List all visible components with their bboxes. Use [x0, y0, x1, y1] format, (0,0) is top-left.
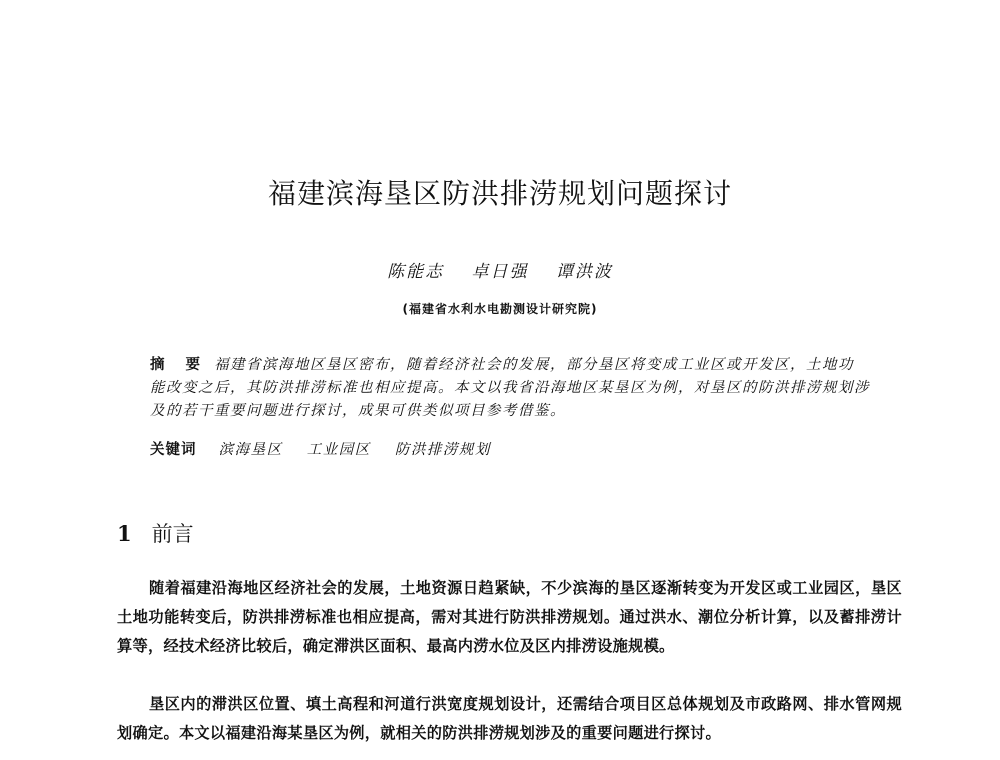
- author-name: 卓日强: [471, 262, 529, 282]
- body-paragraph: 随着福建沿海地区经济社会的发展，土地资源日趋紧缺，不少滨海的垦区逐渐转变为开发区或工业园区，垦区土地功能转变后，防洪排涝标准也相应提高，需对其进行防洪排涝规划。通过洪水、潮位分析计算，以及蓄排涝计算等，经技术经济比较后，确定滞洪区面积、最高内涝水位及区内排涝设施规模。: [117, 579, 902, 655]
- keyword: 滨海垦区: [218, 442, 283, 458]
- author-affiliation: (福建省水利水电勘测设计研究院): [402, 302, 598, 316]
- author-name: 谭洪波: [555, 262, 613, 282]
- keywords-label: 关键词: [150, 442, 197, 458]
- section-heading: [117, 518, 194, 548]
- abstract-block: [150, 354, 870, 423]
- keyword: 工业园区: [306, 442, 371, 458]
- paper-title: 福建滨海垦区防洪排涝规划问题探讨: [267, 177, 732, 210]
- author-list: [0, 257, 1000, 282]
- author-name: 陈能志: [387, 262, 445, 282]
- section-number: 1: [117, 521, 132, 546]
- keywords-block: [150, 438, 870, 459]
- body-paragraph: 垦区内的滞洪区位置、填土高程和河道行洪宽度规划设计，还需结合项目区总体规划及市政路网、排水管网规划确定。本文以福建沿海某垦区为例，就相关的防洪排涝规划涉及的重要问题进行探讨。: [117, 695, 902, 742]
- keyword: 防洪排涝规划: [394, 442, 491, 458]
- section-title: 前言: [151, 522, 194, 546]
- abstract-label: 摘 要: [150, 357, 209, 373]
- abstract-text: 福建省滨海地区垦区密布，随着经济社会的发展，部分垦区将变成工业区或开发区，土地功能改变之后，其防洪排涝标准也相应提高。本文以我省沿海地区某垦区为例，对垦区的防洪排涝规划涉及的若干重要问题进行探讨，成果可供类似项目参考借鉴。: [150, 357, 870, 419]
